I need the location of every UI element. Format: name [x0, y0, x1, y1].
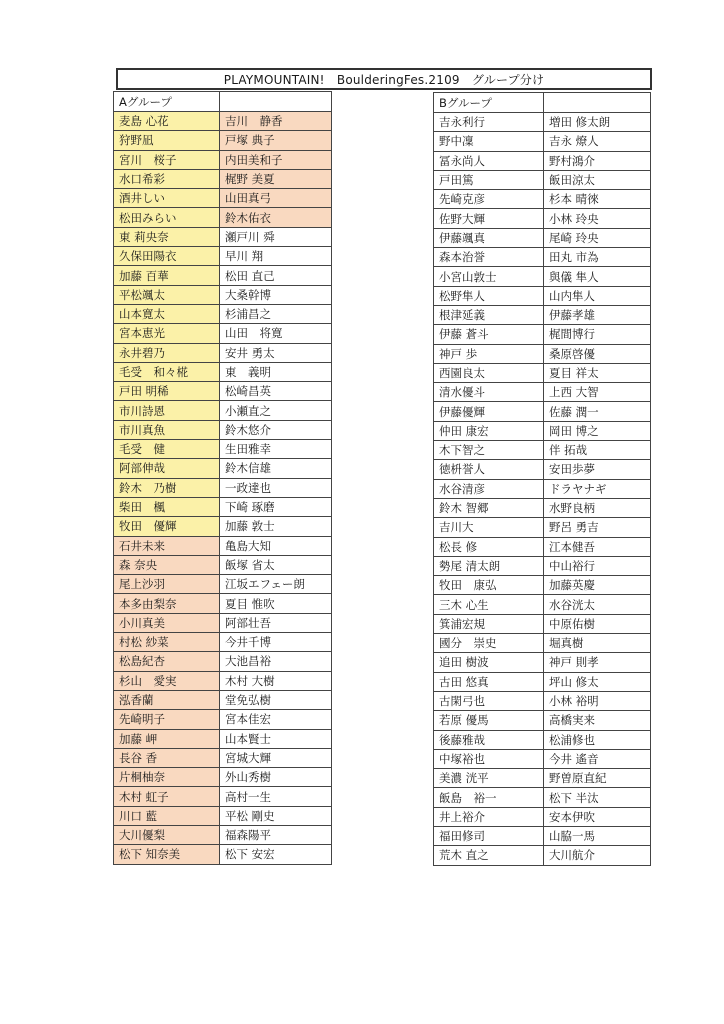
table-row — [114, 787, 332, 806]
name-cell-col1: 長谷 香 — [114, 748, 220, 767]
name-cell-col1: 木下智之 — [434, 441, 544, 460]
name-cell-col2: 山内隼人 — [544, 286, 651, 305]
name-cell-col2: 松下 半汰 — [544, 788, 651, 807]
table-row — [114, 208, 332, 227]
table-row — [114, 517, 332, 536]
name-cell-col2: 中原佑樹 — [544, 614, 651, 633]
name-cell-col1: 川口 藍 — [114, 806, 220, 825]
name-cell-col1: 野中凜 — [434, 132, 544, 151]
table-row — [114, 671, 332, 690]
name-cell-col1: 古田 悠真 — [434, 672, 544, 691]
group-a-table — [113, 91, 332, 865]
table-row — [434, 421, 651, 440]
name-cell-col2: 福森陽平 — [220, 825, 332, 844]
table-row — [434, 248, 651, 267]
name-cell-col1: 尾上沙羽 — [114, 575, 220, 594]
name-cell-col1: 宮川 桜子 — [114, 150, 220, 169]
name-cell-col2: 水野良柄 — [544, 498, 651, 517]
group-b-header-blank — [544, 93, 651, 113]
table-row — [434, 691, 651, 710]
name-cell-col2: 吉川 静香 — [220, 112, 332, 131]
table-row — [114, 710, 332, 729]
name-cell-col2: 松下 安宏 — [220, 845, 332, 864]
name-cell-col2: 宮城大輝 — [220, 748, 332, 767]
name-cell-col1: 戸田篤 — [434, 170, 544, 189]
name-cell-col2: 堂免弘樹 — [220, 690, 332, 709]
name-cell-col1: 柴田 楓 — [114, 497, 220, 516]
name-cell-col2: 吉永 燎人 — [544, 132, 651, 151]
name-cell-col2: 小林 玲央 — [544, 209, 651, 228]
name-cell-col1: 福田修司 — [434, 826, 544, 845]
name-cell-col2: 安本伊吹 — [544, 807, 651, 826]
table-row — [114, 497, 332, 516]
table-row — [434, 170, 651, 189]
name-cell-col1: 泓香蘭 — [114, 690, 220, 709]
name-cell-col1: 加藤 岬 — [114, 729, 220, 748]
page-title: PLAYMOUNTAIN! BoulderingFes.2109 グループ分け — [116, 68, 652, 90]
name-cell-col2: 木村 大樹 — [220, 671, 332, 690]
table-row — [114, 343, 332, 362]
name-cell-col1: 古閑弓也 — [434, 691, 544, 710]
table-row — [434, 653, 651, 672]
name-cell-col1: 荒木 直之 — [434, 846, 544, 865]
name-cell-col2: 外山秀樹 — [220, 768, 332, 787]
group-b-table — [433, 92, 651, 866]
table-row — [114, 304, 332, 323]
name-cell-col1: 箕浦宏規 — [434, 614, 544, 633]
table-row — [114, 131, 332, 150]
name-cell-col2: 大池昌裕 — [220, 652, 332, 671]
name-cell-col2: 大川航介 — [544, 846, 651, 865]
name-cell-col2: 夏目 惟吹 — [220, 594, 332, 613]
name-cell-col1: 松島紀杏 — [114, 652, 220, 671]
name-cell-col2: 江本健吾 — [544, 537, 651, 556]
name-cell-col1: 杉山 愛実 — [114, 671, 220, 690]
name-cell-col2: 加藤英慶 — [544, 576, 651, 595]
table-row — [114, 227, 332, 246]
table-row — [434, 576, 651, 595]
name-cell-col1: 鈴木 智郷 — [434, 498, 544, 517]
group-a-header-row — [114, 92, 332, 112]
name-cell-col1: 松田みらい — [114, 208, 220, 227]
name-cell-col1: 牧田 優輝 — [114, 517, 220, 536]
name-cell-col1: 松野隼人 — [434, 286, 544, 305]
table-row — [114, 536, 332, 555]
name-cell-col1: 加藤 百華 — [114, 266, 220, 285]
name-cell-col2: 内田美和子 — [220, 150, 332, 169]
name-cell-col2: 野村鴻介 — [544, 151, 651, 170]
table-row — [114, 575, 332, 594]
table-row — [114, 555, 332, 574]
name-cell-col2: 尾崎 玲央 — [544, 228, 651, 247]
table-row — [114, 806, 332, 825]
name-cell-col1: 久保田陽衣 — [114, 247, 220, 266]
name-cell-col1: 三木 心生 — [434, 595, 544, 614]
name-cell-col2: 山田 将寛 — [220, 324, 332, 343]
name-cell-col2: 早川 翔 — [220, 247, 332, 266]
name-cell-col1: 松長 修 — [434, 537, 544, 556]
table-row — [114, 150, 332, 169]
name-cell-col1: 井上裕介 — [434, 807, 544, 826]
name-cell-col1: 徳枡誉人 — [434, 460, 544, 479]
name-cell-col1: 小宮山敦士 — [434, 267, 544, 286]
table-row — [114, 633, 332, 652]
table-row — [434, 209, 651, 228]
table-row — [114, 748, 332, 767]
name-cell-col1: 吉川大 — [434, 518, 544, 537]
name-cell-col2: 増田 修太朗 — [544, 113, 651, 132]
name-cell-col2: 田丸 市為 — [544, 248, 651, 267]
name-cell-col2: 伴 拓哉 — [544, 441, 651, 460]
name-cell-col1: 飯島 裕一 — [434, 788, 544, 807]
name-cell-col2: 宮本佳宏 — [220, 710, 332, 729]
name-cell-col1: 片桐柚奈 — [114, 768, 220, 787]
name-cell-col2: 瀬戸川 舜 — [220, 227, 332, 246]
name-cell-col2: 松浦修也 — [544, 730, 651, 749]
name-cell-col2: 杉本 晴徠 — [544, 190, 651, 209]
name-cell-col1: 平松颯太 — [114, 285, 220, 304]
name-cell-col2: 戸塚 典子 — [220, 131, 332, 150]
table-row — [434, 672, 651, 691]
name-cell-col1: 森本治誉 — [434, 248, 544, 267]
name-cell-col2: 江坂エフェー朗 — [220, 575, 332, 594]
name-cell-col2: 佐藤 潤一 — [544, 402, 651, 421]
name-cell-col2: 安田歩夢 — [544, 460, 651, 479]
name-cell-col2: 大桑幹博 — [220, 285, 332, 304]
name-cell-col2: 飯田涼太 — [544, 170, 651, 189]
table-row — [434, 826, 651, 845]
name-cell-col2: 山田真弓 — [220, 189, 332, 208]
name-cell-col1: 美濃 洸平 — [434, 769, 544, 788]
name-cell-col2: 亀島大知 — [220, 536, 332, 555]
name-cell-col1: 吉永利行 — [434, 113, 544, 132]
table-row — [114, 768, 332, 787]
name-cell-col2: 松崎昌英 — [220, 382, 332, 401]
name-cell-col1: 村松 紗菜 — [114, 633, 220, 652]
name-cell-col1: 先崎明子 — [114, 710, 220, 729]
name-cell-col2: 神戸 則孝 — [544, 653, 651, 672]
name-cell-col1: 石井未来 — [114, 536, 220, 555]
name-cell-col2: 小林 裕明 — [544, 691, 651, 710]
table-row — [434, 595, 651, 614]
table-row — [434, 344, 651, 363]
name-cell-col1: 先崎克彦 — [434, 190, 544, 209]
name-cell-col2: 生田雅幸 — [220, 440, 332, 459]
table-row — [434, 807, 651, 826]
name-cell-col1: 市川真魚 — [114, 420, 220, 439]
name-cell-col1: 阿部伸哉 — [114, 459, 220, 478]
name-cell-col2: ドラヤナギ — [544, 479, 651, 498]
name-cell-col2: 一政達也 — [220, 478, 332, 497]
table-row — [434, 537, 651, 556]
name-cell-col2: 中山裕行 — [544, 556, 651, 575]
table-row — [114, 652, 332, 671]
name-cell-col1: 森 奈央 — [114, 555, 220, 574]
name-cell-col1: 麦島 心花 — [114, 112, 220, 131]
table-row — [114, 690, 332, 709]
name-cell-col2: 坪山 修太 — [544, 672, 651, 691]
name-cell-col2: 野曽原直紀 — [544, 769, 651, 788]
name-cell-col2: 飯塚 省太 — [220, 555, 332, 574]
name-cell-col2: 松田 直己 — [220, 266, 332, 285]
name-cell-col2: 鈴木信雄 — [220, 459, 332, 478]
name-cell-col1: 山本寛太 — [114, 304, 220, 323]
name-cell-col1: 中塚裕也 — [434, 749, 544, 768]
table-row — [434, 286, 651, 305]
name-cell-col2: 上西 大智 — [544, 383, 651, 402]
table-row — [114, 459, 332, 478]
name-cell-col2: 堀真樹 — [544, 634, 651, 653]
name-cell-col1: 松下 知奈美 — [114, 845, 220, 864]
name-cell-col2: 梶野 美夏 — [220, 169, 332, 188]
name-cell-col2: 今井千博 — [220, 633, 332, 652]
table-row — [114, 382, 332, 401]
name-cell-col2: 岡田 博之 — [544, 421, 651, 440]
name-cell-col2: 水谷洸太 — [544, 595, 651, 614]
table-row — [434, 846, 651, 865]
table-row — [114, 169, 332, 188]
name-cell-col1: 伊藤颯真 — [434, 228, 544, 247]
name-cell-col2: 梶間博行 — [544, 325, 651, 344]
table-row — [114, 420, 332, 439]
name-cell-col1: 水口希彩 — [114, 169, 220, 188]
table-row — [434, 383, 651, 402]
name-cell-col1: 東 莉央奈 — [114, 227, 220, 246]
table-row — [434, 788, 651, 807]
name-cell-col2: 伊藤孝雄 — [544, 305, 651, 324]
table-row — [114, 825, 332, 844]
name-cell-col2: 鈴木佑衣 — [220, 208, 332, 227]
table-row — [434, 402, 651, 421]
name-cell-col1: 仲田 康宏 — [434, 421, 544, 440]
name-cell-col1: 酒井しい — [114, 189, 220, 208]
name-cell-col2: 野呂 勇吉 — [544, 518, 651, 537]
name-cell-col1: 後藤雅哉 — [434, 730, 544, 749]
table-row — [434, 614, 651, 633]
table-row — [114, 189, 332, 208]
name-cell-col2: 高村一生 — [220, 787, 332, 806]
group-a-header: Aグループ — [114, 92, 220, 112]
name-cell-col1: 宮本恵光 — [114, 324, 220, 343]
table-row — [434, 151, 651, 170]
table-row — [114, 112, 332, 131]
name-cell-col1: 毛受 健 — [114, 440, 220, 459]
table-row — [114, 285, 332, 304]
name-cell-col1: 神戸 歩 — [434, 344, 544, 363]
table-row — [114, 440, 332, 459]
name-cell-col2: 夏目 祥太 — [544, 363, 651, 382]
name-cell-col2: 阿部壮吾 — [220, 613, 332, 632]
name-cell-col1: 伊藤優輝 — [434, 402, 544, 421]
table-row — [434, 441, 651, 460]
table-row — [434, 190, 651, 209]
name-cell-col2: 與儀 隼人 — [544, 267, 651, 286]
name-cell-col1: 小川真美 — [114, 613, 220, 632]
name-cell-col2: 高橋実来 — [544, 711, 651, 730]
name-cell-col2: 鈴木悠介 — [220, 420, 332, 439]
name-cell-col1: 木村 虹子 — [114, 787, 220, 806]
name-cell-col1: 清水優斗 — [434, 383, 544, 402]
name-cell-col2: 今井 遙音 — [544, 749, 651, 768]
name-cell-col1: 西園良太 — [434, 363, 544, 382]
name-cell-col1: 國分 崇史 — [434, 634, 544, 653]
name-cell-col2: 山本賢士 — [220, 729, 332, 748]
table-row — [434, 460, 651, 479]
table-row — [114, 478, 332, 497]
table-row — [114, 362, 332, 381]
name-cell-col1: 根津延義 — [434, 305, 544, 324]
name-cell-col2: 杉浦昌之 — [220, 304, 332, 323]
name-cell-col2: 安井 勇太 — [220, 343, 332, 362]
name-cell-col2: 桑原啓優 — [544, 344, 651, 363]
group-b-header-row — [434, 93, 651, 113]
name-cell-col1: 水谷清彦 — [434, 479, 544, 498]
table-row — [434, 363, 651, 382]
table-row — [434, 305, 651, 324]
name-cell-col1: 勢尾 清太朗 — [434, 556, 544, 575]
table-row — [434, 556, 651, 575]
name-cell-col1: 佐野大輝 — [434, 209, 544, 228]
table-row — [434, 634, 651, 653]
table-row — [434, 325, 651, 344]
name-cell-col1: 冨永尚人 — [434, 151, 544, 170]
name-cell-col1: 若原 優馬 — [434, 711, 544, 730]
name-cell-col1: 牧田 康弘 — [434, 576, 544, 595]
table-row — [114, 324, 332, 343]
name-cell-col1: 大川優梨 — [114, 825, 220, 844]
name-cell-col1: 狩野凪 — [114, 131, 220, 150]
name-cell-col2: 加藤 敦士 — [220, 517, 332, 536]
name-cell-col1: 本多由梨奈 — [114, 594, 220, 613]
name-cell-col2: 平松 剛史 — [220, 806, 332, 825]
table-row — [434, 749, 651, 768]
name-cell-col2: 東 義明 — [220, 362, 332, 381]
name-cell-col1: 永井碧乃 — [114, 343, 220, 362]
name-cell-col2: 下崎 琢磨 — [220, 497, 332, 516]
table-row — [114, 729, 332, 748]
name-cell-col1: 鈴木 乃樹 — [114, 478, 220, 497]
table-row — [114, 266, 332, 285]
table-row — [434, 267, 651, 286]
group-a-header-blank — [220, 92, 332, 112]
table-row — [434, 730, 651, 749]
name-cell-col2: 小瀬直之 — [220, 401, 332, 420]
table-row — [434, 479, 651, 498]
table-row — [434, 711, 651, 730]
name-cell-col1: 伊藤 蒼斗 — [434, 325, 544, 344]
name-cell-col1: 市川詩恩 — [114, 401, 220, 420]
table-row — [114, 613, 332, 632]
table-row — [114, 594, 332, 613]
table-row — [114, 845, 332, 864]
table-row — [434, 132, 651, 151]
table-row — [434, 113, 651, 132]
table-row — [434, 498, 651, 517]
name-cell-col1: 追田 樹波 — [434, 653, 544, 672]
table-row — [114, 401, 332, 420]
table-row — [434, 228, 651, 247]
name-cell-col1: 毛受 和々椛 — [114, 362, 220, 381]
name-cell-col2: 山脇一馬 — [544, 826, 651, 845]
table-row — [434, 769, 651, 788]
table-row — [434, 518, 651, 537]
name-cell-col1: 戸田 明稀 — [114, 382, 220, 401]
group-b-header: Bグループ — [434, 93, 544, 113]
table-row — [114, 247, 332, 266]
